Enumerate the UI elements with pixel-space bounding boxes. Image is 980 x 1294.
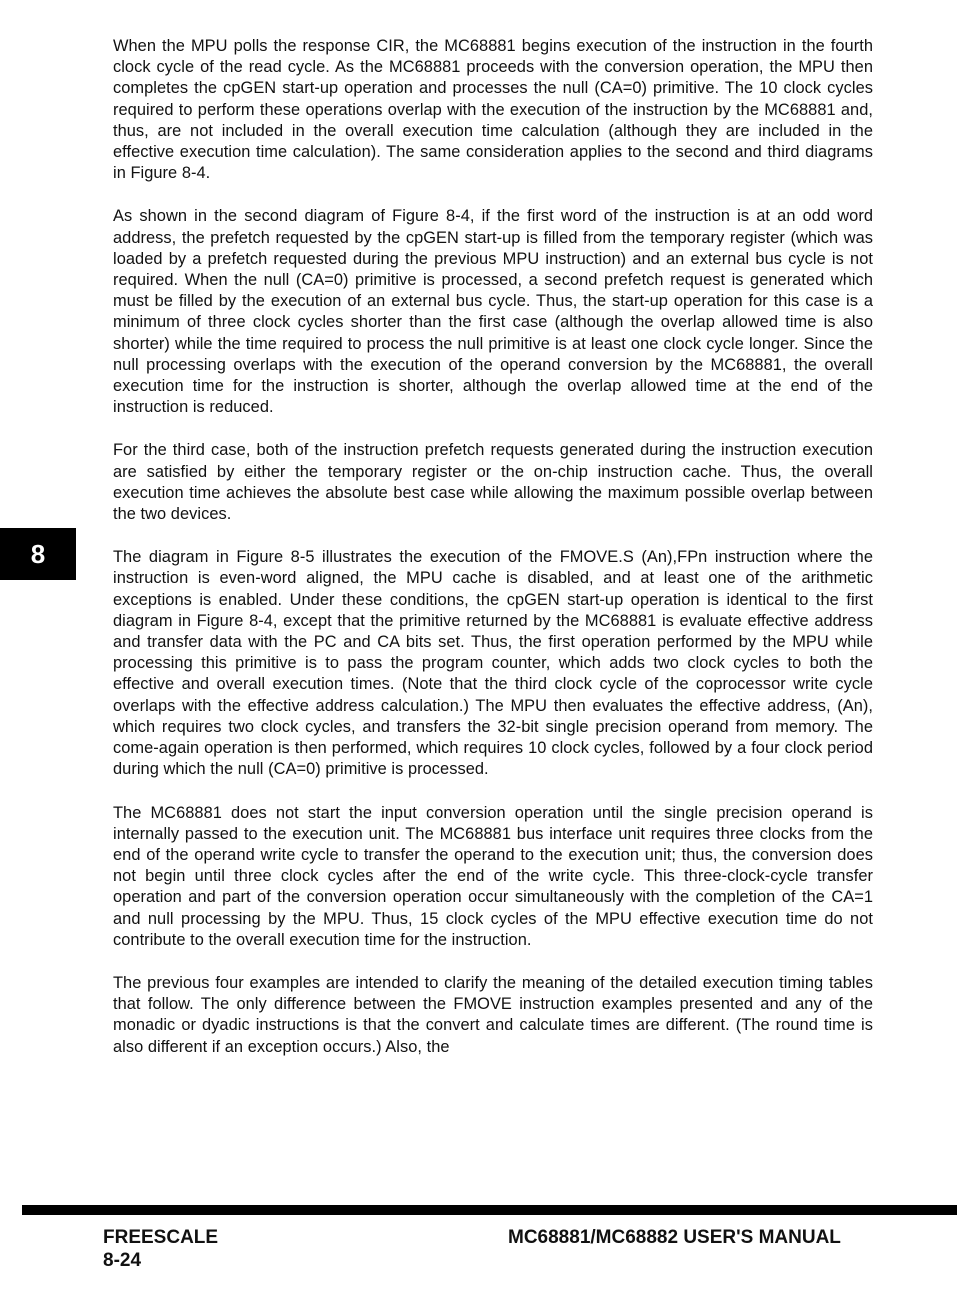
paragraph-3: For the third case, both of the instruction prefetch requests generated during the instruction execution are satisfied by either the temporary register or the on-chip instruction cache. Thus, the overall execution time achieves the absolute best case while allowing the maximum possible overlap between the two devices. [113,441,873,524]
footer-brand: FREESCALE [103,1227,219,1248]
body-text [113,36,873,1080]
section-tab: 8 [0,528,76,580]
footer-page-number: 8-24 [103,1250,142,1271]
footer-left [103,1226,218,1272]
paragraph-2: As shown in the second diagram of Figure 8-4, if the first word of the instruction is at an odd word address, the prefetch requested by the cpGEN start-up is filled from the temporary register (which was loaded by a prefetch requested during the previous MPU instruction) and an external bus cycle is not required. When the null (CA=0) primitive is processed, a second prefetch request is generated which must be filled by the execution of an external bus cycle. Thus, the start-up operation for this case is a minimum of three clock cycles shorter than the first case (although the overlap allowed time is also shorter) while the time required to process the null primitive is at least one clock cycle longer. Since the null processing overlaps with the execution of the operand conversion by the MC68881, the overall execution time for the instruction is shorter, although the overlap allowed time at the end of the instruction is reduced. [113,207,873,417]
paragraph-1: When the MPU polls the response CIR, the MC68881 begins execution of the instruction in the fourth clock cycle of the read cycle. As the MC68881 proceeds with the conversion operation, the MPU then completes the cpGEN start-up operation and processes the null (CA=0) primitive. The 10 clock cycles required to perform these operations overlap with the execution of the instruction by the MC68881 and, thus, are not included in the overall execution time calculation (although they are included in the effective execution time calculation). The same consideration applies to the second and third diagrams in Figure 8-4. [113,37,873,183]
paragraph-4: The diagram in Figure 8-5 illustrates the execution of the FMOVE.S (An),FPn instruction where the instruction is even-word aligned, the MPU cache is disabled, and at least one of the arithmetic exceptions is enabled. Under these conditions, the cpGEN start-up operation is identical to the first diagram in Figure 8-4, except that the primitive returned by the MC68881 is evaluate effective address and transfer data with the PC and CA bits set. Thus, the first operation performed by the MPU while processing this primitive is to pass the program counter, which adds two clock cycles to both the effective and overall execution times. (Note that the third clock cycle of the coprocessor write cycle overlaps with the effective address calculation.) The MPU then evaluates the effective address, (An), which requires two clock cycles, and transfers the 32-bit single precision operand from memory. The come-again operation is then performed, which requires 10 clock cycles, followed by a four clock period during which the null (CA=0) primitive is processed. [113,548,873,779]
footer-rule [22,1205,957,1215]
paragraph-6: The previous four examples are intended to clarify the meaning of the detailed execution timing tables that follow. The only difference between the FMOVE instruction examples presented and any of the monadic or dyadic instructions is that the convert and calculate times are different. (The round time is also different if an exception occurs.) Also, the [113,973,873,1056]
paragraph-5: The MC68881 does not start the input conversion operation until the single precision operand is internally passed to the execution unit. The MC68881 bus interface unit requires three clocks from the end of the operand write cycle to transfer the operand to the execution unit; thus, the conversion does not begin until three clock cycles after the end of the write cycle. This three-clock-cycle transfer operation and part of the conversion operation occur simultaneously with the completion of the CA=1 and null processing by the MPU. Thus, 15 clock cycles of the MPU effective execution time do not contribute to the overall execution time for the instruction. [113,803,873,949]
footer-manual-title: MC68881/MC68882 USER'S MANUAL [508,1227,841,1248]
